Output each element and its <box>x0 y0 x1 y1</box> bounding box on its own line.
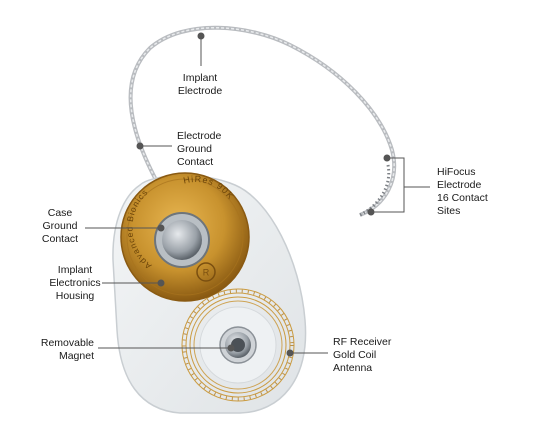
label-case-ground-contact: Case Ground Contact <box>41 207 79 245</box>
label-electrode-ground-contact: Electrode Ground Contact <box>177 130 222 168</box>
device-model-text: HiRes 90K <box>182 173 237 202</box>
device-brand-text: Advanced Bionics <box>124 186 154 272</box>
label-rf-receiver: RF Receiver Gold Coil Antenna <box>333 336 392 374</box>
label-implant-electronics-housing: Implant Electronics Housing <box>49 264 101 302</box>
label-removable-magnet: Removable Magnet <box>40 337 94 362</box>
removable-magnet <box>220 327 256 363</box>
label-implant-electrode: Implant Electrode <box>177 72 223 97</box>
svg-text:R: R <box>202 267 210 278</box>
label-hifocus-electrode: HiFocus Electrode 16 Contact Sites <box>437 166 488 217</box>
